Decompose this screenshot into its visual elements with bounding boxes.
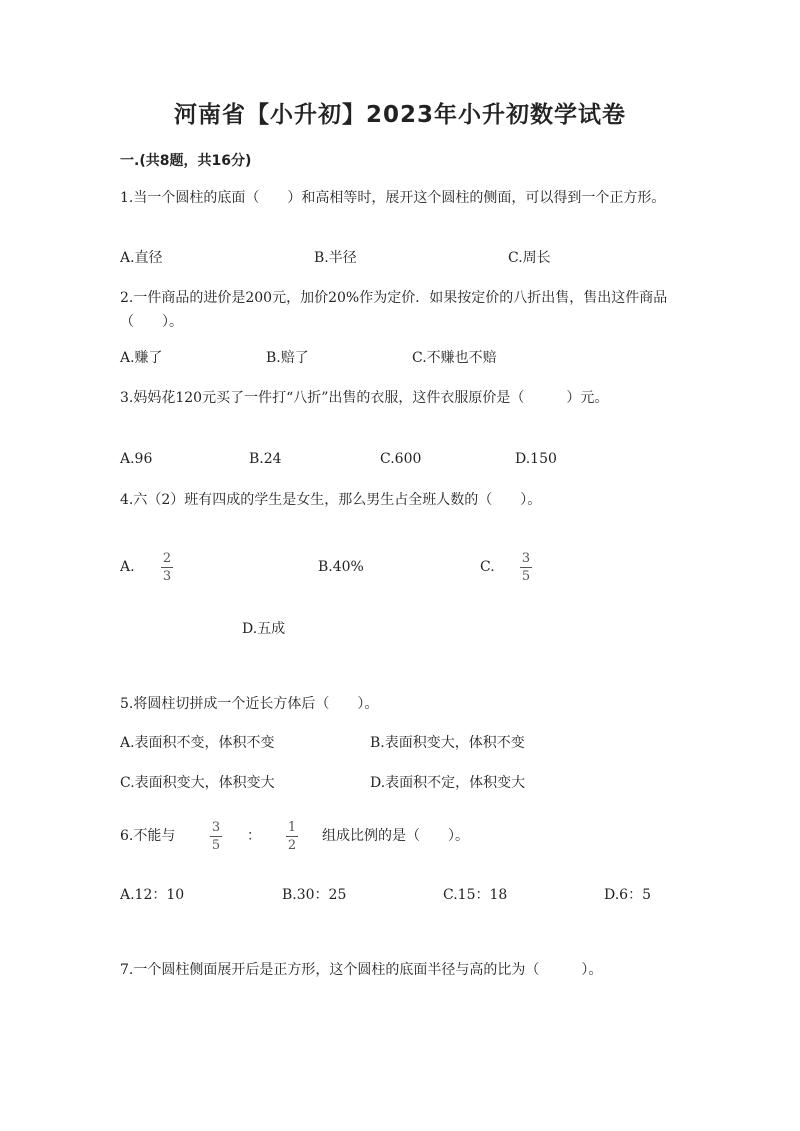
section-heading: 一.(共8题，共16分) [120,153,252,169]
question-3-text: 3.妈妈花120元买了一件打“八折”出售的衣服，这件衣服原价是（ ）元。 [120,390,609,406]
question-5-text: 5.将圆柱切拼成一个近长方体后（ ）。 [120,696,379,712]
question-6-prefix: 6.不能与 [120,828,176,844]
page-title: 河南省【小升初】2023年小升初数学试卷 [173,102,626,128]
fraction-denominator: 5 [521,569,531,584]
question-5-option-a[interactable]: A.表面积不变，体积不变 [120,735,275,751]
question-6-fraction-2 [285,820,299,853]
fraction-numerator: 2 [162,551,172,566]
fraction-bar [210,836,222,837]
fraction-bar [161,567,173,568]
question-4-text: 4.六（2）班有四成的学生是女生，那么男生占全班人数的（ ）。 [120,492,542,508]
fraction-numerator: 1 [287,820,297,835]
question-3-option-c[interactable]: C.600 [380,451,422,467]
question-1-option-b[interactable]: B.半径 [314,250,357,266]
question-4-option-a[interactable]: A. [120,559,135,575]
question-6-option-d[interactable]: D.6：5 [604,887,651,903]
question-6-suffix: 组成比例的是（ ）。 [322,828,469,844]
question-6-option-a[interactable]: A.12：10 [120,887,185,903]
fraction-bar [520,567,532,568]
question-3-option-d[interactable]: D.150 [515,451,557,467]
question-2-option-c[interactable]: C.不赚也不赔 [412,350,497,366]
question-6-option-c[interactable]: C.15：18 [443,887,508,903]
question-3-option-a[interactable]: A.96 [120,451,153,467]
question-1-option-c[interactable]: C.周长 [508,250,551,266]
question-1-option-a[interactable]: A.直径 [120,250,163,266]
fraction-denominator: 5 [211,838,221,853]
fraction-numerator: 3 [521,551,531,566]
fraction-bar [286,836,298,837]
fraction-denominator: 2 [287,838,297,853]
question-1-text: 1.当一个圆柱的底面（ ）和高相等时，展开这个圆柱的侧面，可以得到一个正方形。 [120,190,666,206]
question-5-option-d[interactable]: D.表面积不定，体积变大 [370,775,526,791]
question-2-option-b[interactable]: B.赔了 [266,350,309,366]
fraction-numerator: 3 [211,820,221,835]
question-4-option-b[interactable]: B.40% [318,559,364,575]
question-2-text: 2.一件商品的进价是200元，加价20%作为定价．如果按定价的八折出售，售出这件商品（ ）。 [120,290,668,330]
question-5-option-c[interactable]: C.表面积变大，体积变大 [120,775,275,791]
question-4-option-a-fraction [160,551,174,584]
question-4-option-c[interactable]: C. [480,559,495,575]
question-4-option-d[interactable]: D.五成 [242,621,286,637]
question-4-option-c-fraction [519,551,533,584]
question-5-option-b[interactable]: B.表面积变大，体积不变 [370,735,525,751]
question-7-text: 7.一个圆柱侧面展开后是正方形，这个圆柱的底面半径与高的比为（ ）。 [120,962,603,978]
question-2-option-a[interactable]: A.赚了 [120,350,163,366]
question-6-fraction-1 [209,820,223,853]
question-6-option-b[interactable]: B.30：25 [282,887,347,903]
question-6-colon: ： [247,828,261,844]
question-3-option-b[interactable]: B.24 [249,451,282,467]
fraction-denominator: 3 [162,569,172,584]
